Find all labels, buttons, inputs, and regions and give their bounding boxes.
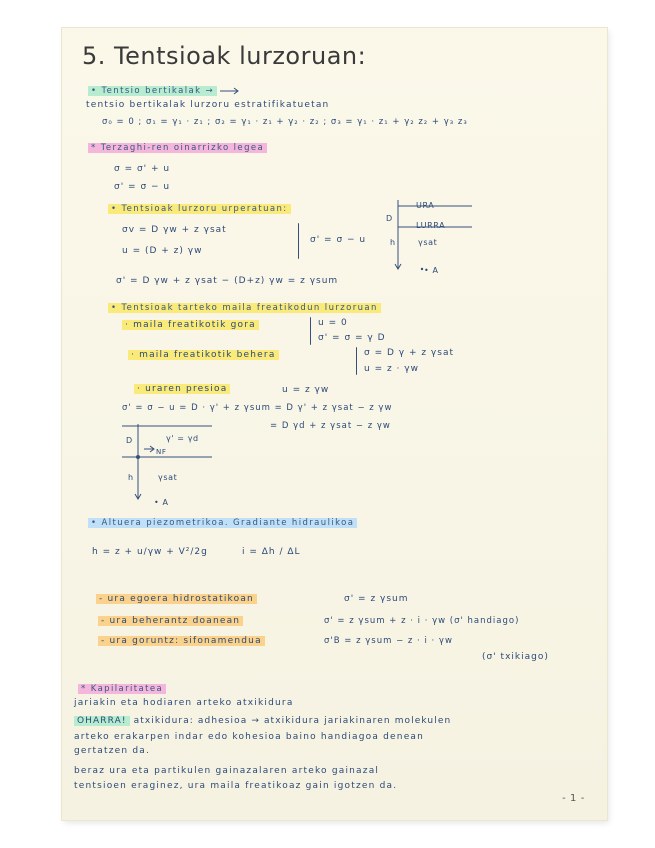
water-pressure-label: · uraren presioa xyxy=(134,384,230,394)
diagram1-label-d: D xyxy=(386,214,393,223)
downward-flow-label: - ura beherantz doanean xyxy=(98,616,243,626)
heading-submerged-soil: • Tentsioak lurzoru urperatuan: xyxy=(108,204,291,214)
upward-flow-eq: σ'B = z γsum − z · i · γw xyxy=(324,636,453,646)
below-water-table-eq-2: u = z · γw xyxy=(364,364,419,374)
heading-water-table-soil: • Tentsioak tarteko maila freatikodun lurzoruan xyxy=(108,303,381,313)
effective-stress-eq-a: σ' = σ − u = D · γ' + z γsum = D γ' + z γsat − z γw xyxy=(122,403,393,413)
diagram1-label-soil: LURRA xyxy=(416,221,446,230)
page-title: 5. Tentsioak lurzoruan: xyxy=(82,42,367,70)
capillarity-line-3: arteko erakarpen indar edo kohesioa baino handiagoa denean xyxy=(74,732,425,742)
above-water-table-eq-2: σ' = σ = γ D xyxy=(318,333,386,343)
upward-flow-label: - ura goruntz: sifonamendua xyxy=(98,636,265,646)
heading-capillarity: * Kapilaritatea xyxy=(78,684,166,694)
arrow-icon xyxy=(220,88,238,94)
capillarity-note-line: OHARRA! atxikidura: adhesioa → atxikidura jariakinaren molekulen xyxy=(74,716,451,726)
submerged-eq-3: σ' = σ − u xyxy=(310,235,367,245)
page-number: - 1 - xyxy=(562,793,585,804)
diagram2-label-d: D xyxy=(126,436,133,445)
below-water-table-label: · maila freatikotik behera xyxy=(128,350,279,360)
piezometric-head-eq: h = z + u/γw + V²/2g xyxy=(92,547,208,557)
diagram1-label-h: h xyxy=(390,238,396,247)
downward-flow-eq: σ' = z γsum + z · i · γw (σ' handiago) xyxy=(324,616,520,626)
terzaghi-eq-1: σ = σ' + u xyxy=(114,164,171,174)
heading-piezometric-head: • Altuera piezometrikoa. Gradiante hidraulikoa xyxy=(88,518,357,528)
notebook-page xyxy=(62,28,607,820)
water-pressure-eq: u = z γw xyxy=(282,385,330,395)
hydraulic-gradient-eq: i = Δh / ΔL xyxy=(242,547,301,557)
diagram2-label-nf: NF xyxy=(156,448,167,456)
terzaghi-eq-2: σ' = σ − u xyxy=(114,182,171,192)
vertical-stresses-formula: σ₀ = 0 ; σ₁ = γ₁ · z₁ ; σ₂ = γ₁ · z₁ + γ₂ · z₂ ; σ₃ = γ₁ · z₁ + γ₂ z₂ + γ₃ z₃ xyxy=(102,117,468,127)
hydrostatic-label: - ura egoera hidrostatikoan xyxy=(96,594,257,604)
diagram2-label-gd: γ' = γd xyxy=(166,434,199,443)
hydrostatic-eq: σ' = z γsum xyxy=(344,594,409,604)
sketch-layer xyxy=(62,28,607,820)
capillarity-line-4: gertatzen da. xyxy=(74,746,151,756)
diagram2-label-point-a: • A xyxy=(154,498,169,507)
capillarity-line-1: jariakin eta hodiaren arteko atxikidura xyxy=(74,698,294,708)
diagram1-label-water: URA xyxy=(416,201,435,210)
capillarity-line-5: beraz ura eta partikulen gainazalaren arteko gainazal xyxy=(74,766,380,776)
diagram1-label-gsat: γsat xyxy=(418,238,438,247)
upward-flow-note: (σ' txikiago) xyxy=(482,652,549,662)
submerged-eq-4: σ' = D γw + z γsat − (D+z) γw = z γsum xyxy=(116,276,339,286)
diagram2-label-gsat: γsat xyxy=(158,473,178,482)
vertical-stresses-text: tentsio bertikalak lurzoru estratifikatuetan xyxy=(86,100,330,110)
submerged-eq-1: σv = D γw + z γsat xyxy=(122,225,227,235)
diagram1-label-point-a: • A xyxy=(424,266,439,275)
heading-vertical-stresses: • Tentsio bertikalak → xyxy=(88,86,217,96)
submerged-soil-diagram xyxy=(395,200,472,269)
submerged-eq-2: u = (D + z) γw xyxy=(122,246,203,256)
below-water-table-eq-1: σ = D γ + z γsat xyxy=(364,348,454,358)
effective-stress-eq-b: = D γd + z γsat − z γw xyxy=(270,421,391,431)
point-a-marker xyxy=(421,268,423,270)
above-water-table-eq-1: u = 0 xyxy=(318,318,348,328)
capillarity-line-6: tentsioen eraginez, ura maila freatikoaz gain igotzen da. xyxy=(74,781,398,791)
water-table-diagram xyxy=(122,424,212,499)
above-water-table-label: · maila freatikotik gora xyxy=(122,320,259,330)
diagram2-label-h: h xyxy=(128,473,134,482)
heading-terzaghi: * Terzaghi-ren oinarrizko legea xyxy=(88,143,267,153)
